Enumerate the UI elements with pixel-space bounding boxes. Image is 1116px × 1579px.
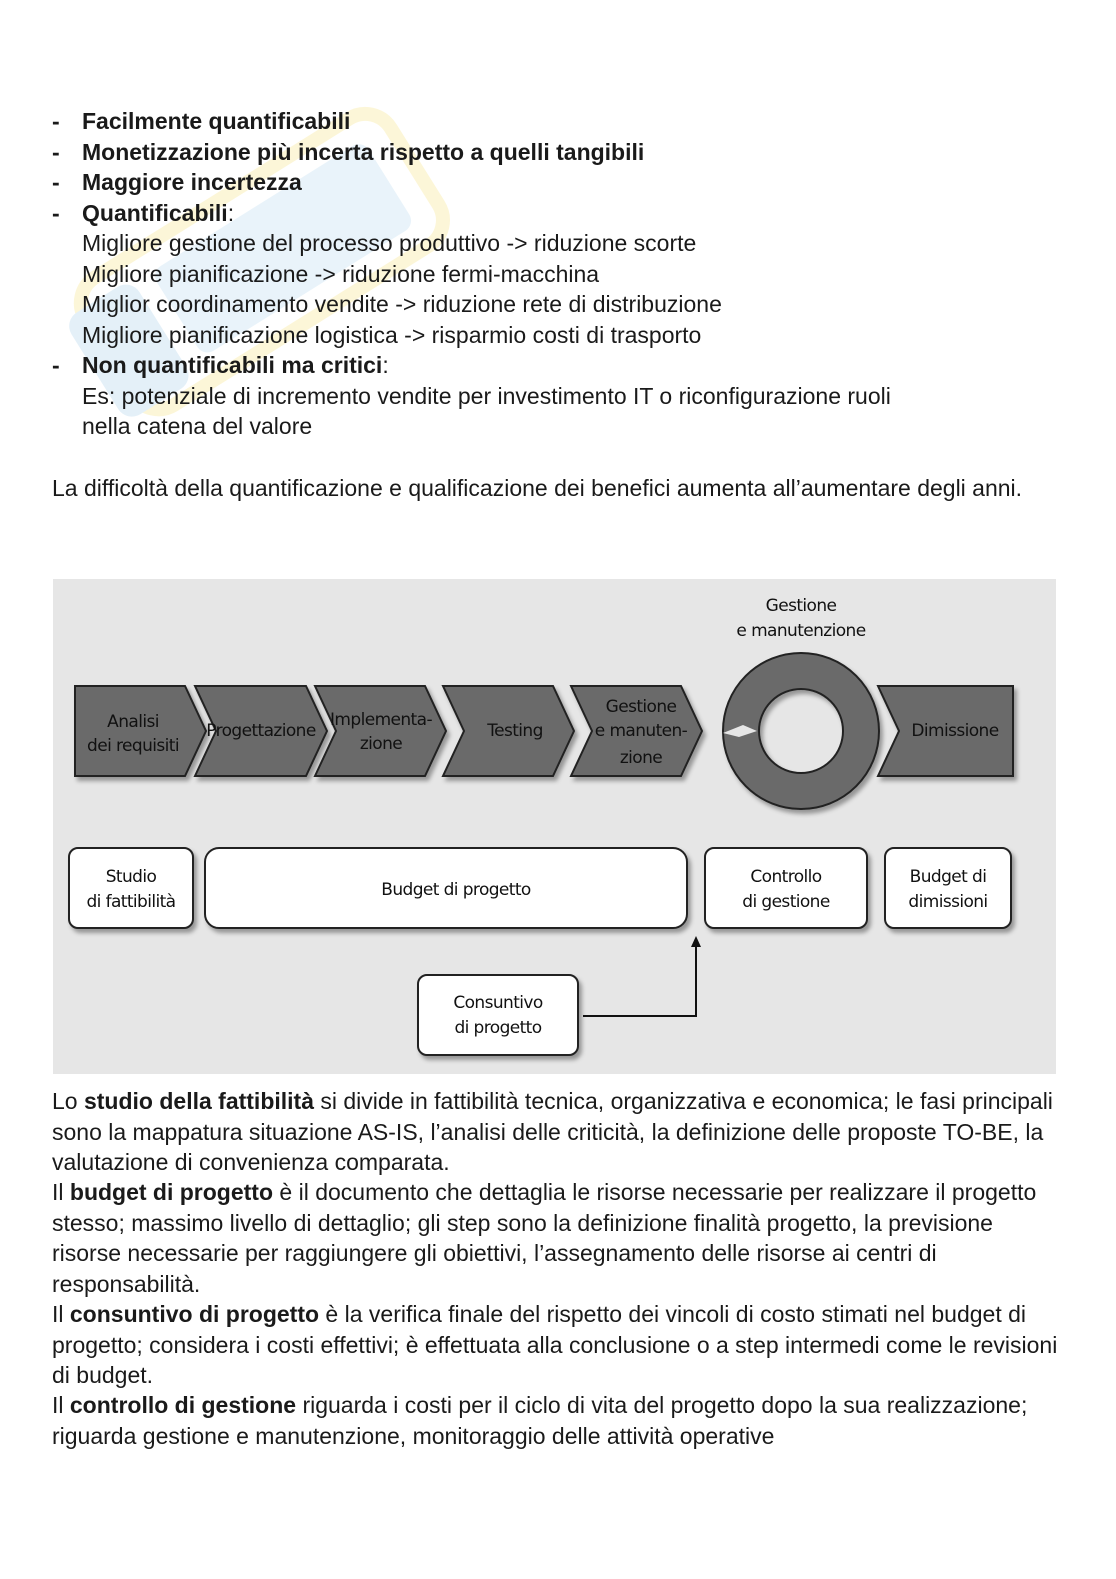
bullet-list — [52, 106, 1062, 442]
box-label: dimissioni — [908, 892, 988, 912]
phase-chevron-implementazione — [315, 686, 446, 776]
paragraph-studio: Lo studio della fattibilità si divide in fattibilità tecnica, organizzativa e economica; le fasi principali sono la mappatura situazione AS-IS, l’analisi delle criticità, la definizione delle proposte TO-BE, la valutazione di convenienza comparata. — [52, 1088, 1053, 1175]
cycle-label: e manutenzione — [736, 621, 866, 641]
sub-item: Migliore pianificazione -> riduzione fermi-macchina — [82, 260, 600, 287]
box-consuntivo-progetto — [418, 975, 578, 1055]
box-label: Budget di — [909, 867, 987, 887]
phase-label: zione — [619, 748, 663, 768]
list-item: - Maggiore incertezza — [52, 169, 302, 195]
phase-label: e manuten- — [594, 721, 688, 741]
paragraph-budget: Il budget di progetto è il documento che dettaglia le risorse necessarie per realizzare il progetto stesso; massimo livello di dettaglio; gli step sono la definizione finalità progetto, la previsione risorse necessarie per raggiungere gli obiettivi, l’assegnamento delle risorse ai centri di responsabilità. — [52, 1179, 1037, 1297]
box-label: Studio — [105, 867, 157, 887]
list-item: - Quantificabili: — [52, 199, 235, 226]
phase-label: dei requisiti — [87, 736, 179, 756]
phase-label: zione — [359, 734, 403, 754]
sub-item: nella catena del valore — [82, 413, 313, 439]
phase-label: Progettazione — [206, 721, 316, 741]
box-label: Consuntivo — [453, 993, 543, 1013]
paragraph-consuntivo: Il consuntivo di progetto è la verifica finale del rispetto dei vincoli di costo stimati nel budget di progetto; considera i costi effettivi; è effettuata alla conclusione o a step intermedi come le revisioni di budget. — [52, 1301, 1058, 1388]
box-label: Controllo — [750, 867, 822, 887]
intro-paragraph: La difficoltà della quantificazione e qualificazione dei benefici aumenta all’aumentare degli anni. — [52, 475, 1023, 501]
sub-item: Migliore gestione del processo produttivo -> riduzione scorte — [82, 230, 697, 256]
arrow-to-controllo — [583, 945, 696, 1016]
phase-label: Implementa- — [330, 710, 432, 730]
box-label: di fattibilità — [86, 892, 176, 912]
phase-label: Dimissione — [911, 721, 999, 741]
arrow-head — [691, 936, 701, 947]
box-controllo-gestione — [705, 848, 867, 928]
box-label: di gestione — [742, 892, 830, 912]
sub-item: Migliore pianificazione logistica -> risparmio costi di trasporto — [82, 321, 702, 348]
paragraph-controllo: Il controllo di gestione riguarda i costi per il ciclo di vita del progetto dopo la sua realizzazione; riguarda gestione e manutenzione, monitoraggio delle attività operative — [52, 1392, 1028, 1449]
box-label: Budget di progetto — [381, 880, 531, 900]
list-item: - Facilmente quantificabili — [52, 108, 351, 134]
sub-item: Es: potenziale di incremento vendite per investimento IT o riconfigurazione ruoli — [82, 382, 891, 409]
phase-label: Gestione — [605, 697, 677, 717]
cycle-label: Gestione — [765, 596, 837, 616]
sub-item: Miglior coordinamento vendite -> riduzione rete di distribuzione — [82, 291, 722, 317]
box-budget-dimissioni — [885, 848, 1011, 928]
lifecycle-diagram — [53, 579, 1056, 1074]
phase-label: Analisi — [107, 712, 159, 732]
list-item: - Monetizzazione più incerta rispetto a quelli tangibili — [52, 138, 645, 165]
box-label: di progetto — [454, 1018, 542, 1038]
phase-label: Testing — [487, 721, 543, 741]
box-studio-fattibilita — [69, 848, 193, 928]
list-item: - Non quantificabili ma critici: — [52, 352, 389, 378]
